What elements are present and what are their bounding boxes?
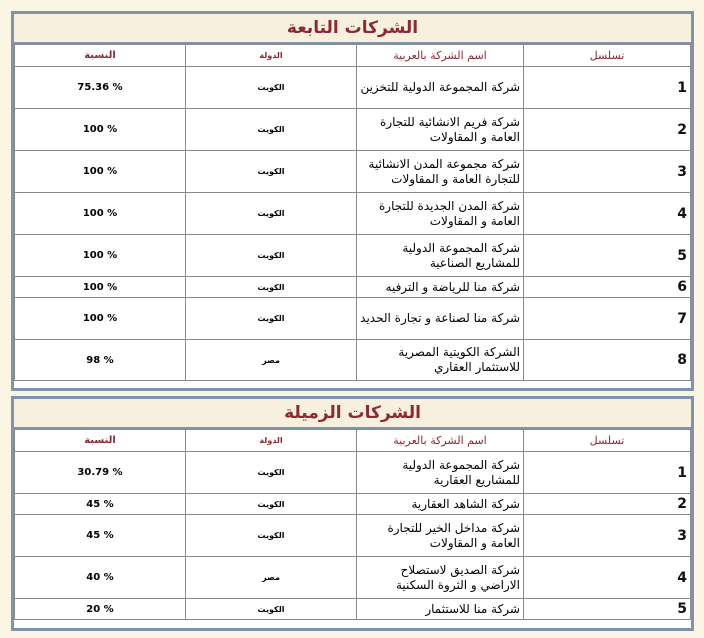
percent-cell: 100 %	[15, 298, 186, 340]
header-country: الدولة	[186, 45, 357, 67]
table-row	[15, 557, 691, 599]
country-cell: الكويت	[186, 515, 357, 557]
serial-cell: 5	[524, 599, 691, 620]
country-cell: الكويت	[186, 298, 357, 340]
header-row	[15, 45, 691, 67]
table-row	[15, 193, 691, 235]
table-row	[15, 277, 691, 298]
serial-cell: 1	[524, 67, 691, 109]
header-company-name: اسم الشركة بالعربية	[357, 430, 524, 452]
percent-cell: 100 %	[15, 277, 186, 298]
percent-cell: 100 %	[15, 193, 186, 235]
header-serial: تسلسل	[524, 430, 691, 452]
percent-cell: 100 %	[15, 151, 186, 193]
company-name-cell: شركة منا للرياضة و الترفيه	[357, 277, 524, 298]
serial-cell: 7	[524, 298, 691, 340]
table-row	[15, 452, 691, 494]
serial-cell: 3	[524, 151, 691, 193]
serial-cell: 6	[524, 277, 691, 298]
percent-cell: 100 %	[15, 109, 186, 151]
affiliates-panel	[11, 396, 694, 631]
country-cell: الكويت	[186, 67, 357, 109]
table-row	[15, 340, 691, 381]
table-row	[15, 151, 691, 193]
country-cell: الكويت	[186, 277, 357, 298]
table-row	[15, 109, 691, 151]
company-name-cell: شركة مجموعة المدن الانشائية للتجارة العامة و المقاولات	[357, 151, 524, 193]
country-cell: الكويت	[186, 193, 357, 235]
country-cell: الكويت	[186, 235, 357, 277]
percent-cell: 75.36 %	[15, 67, 186, 109]
percent-cell: 100 %	[15, 235, 186, 277]
table-row	[15, 494, 691, 515]
company-name-cell: شركة المجموعة الدولية للتخزين	[357, 67, 524, 109]
percent-cell: 98 %	[15, 340, 186, 381]
affiliates-title: الشركات الزميلة	[14, 399, 691, 429]
header-row	[15, 430, 691, 452]
country-cell: الكويت	[186, 452, 357, 494]
percent-cell: 45 %	[15, 494, 186, 515]
country-cell: الكويت	[186, 494, 357, 515]
country-cell: مصر	[186, 557, 357, 599]
header-percent: النسبة	[15, 45, 186, 67]
percent-cell: 30.79 %	[15, 452, 186, 494]
company-name-cell: شركة منا للاستثمار	[357, 599, 524, 620]
percent-cell: 40 %	[15, 557, 186, 599]
serial-cell: 4	[524, 193, 691, 235]
country-cell: الكويت	[186, 151, 357, 193]
company-name-cell: الشركة الكويتية المصرية للاستثمار العقاري	[357, 340, 524, 381]
serial-cell: 5	[524, 235, 691, 277]
serial-cell: 2	[524, 494, 691, 515]
country-cell: الكويت	[186, 599, 357, 620]
company-name-cell: شركة الشاهد العقارية	[357, 494, 524, 515]
company-name-cell: شركة منا لصناعة و تجارة الحديد	[357, 298, 524, 340]
country-cell: مصر	[186, 340, 357, 381]
serial-cell: 2	[524, 109, 691, 151]
company-name-cell: شركة الصديق لاستصلاح الاراضي و الثروة السكنية	[357, 557, 524, 599]
affiliates-table	[14, 429, 691, 620]
table-row	[15, 298, 691, 340]
header-percent: النسبة	[15, 430, 186, 452]
company-name-cell: شركة المجموعة الدولية للمشاريع الصناعية	[357, 235, 524, 277]
country-cell: الكويت	[186, 109, 357, 151]
table-row	[15, 235, 691, 277]
table-row	[15, 599, 691, 620]
subsidiaries-title: الشركات التابعة	[14, 14, 691, 44]
company-name-cell: شركة فريم الانشائية للتجارة العامة و المقاولات	[357, 109, 524, 151]
table-row	[15, 67, 691, 109]
percent-cell: 20 %	[15, 599, 186, 620]
table-row	[15, 515, 691, 557]
header-country: الدولة	[186, 430, 357, 452]
serial-cell: 4	[524, 557, 691, 599]
header-serial: تسلسل	[524, 45, 691, 67]
company-name-cell: شركة المدن الجديدة للتجارة العامة و المقاولات	[357, 193, 524, 235]
company-name-cell: شركة مداخل الخير للتجارة العامة و المقاولات	[357, 515, 524, 557]
serial-cell: 3	[524, 515, 691, 557]
serial-cell: 1	[524, 452, 691, 494]
percent-cell: 45 %	[15, 515, 186, 557]
company-name-cell: شركة المجموعة الدولية للمشاريع العقارية	[357, 452, 524, 494]
subsidiaries-table	[14, 44, 691, 381]
subsidiaries-panel	[11, 11, 694, 391]
header-company-name: اسم الشركة بالعربية	[357, 45, 524, 67]
serial-cell: 8	[524, 340, 691, 381]
